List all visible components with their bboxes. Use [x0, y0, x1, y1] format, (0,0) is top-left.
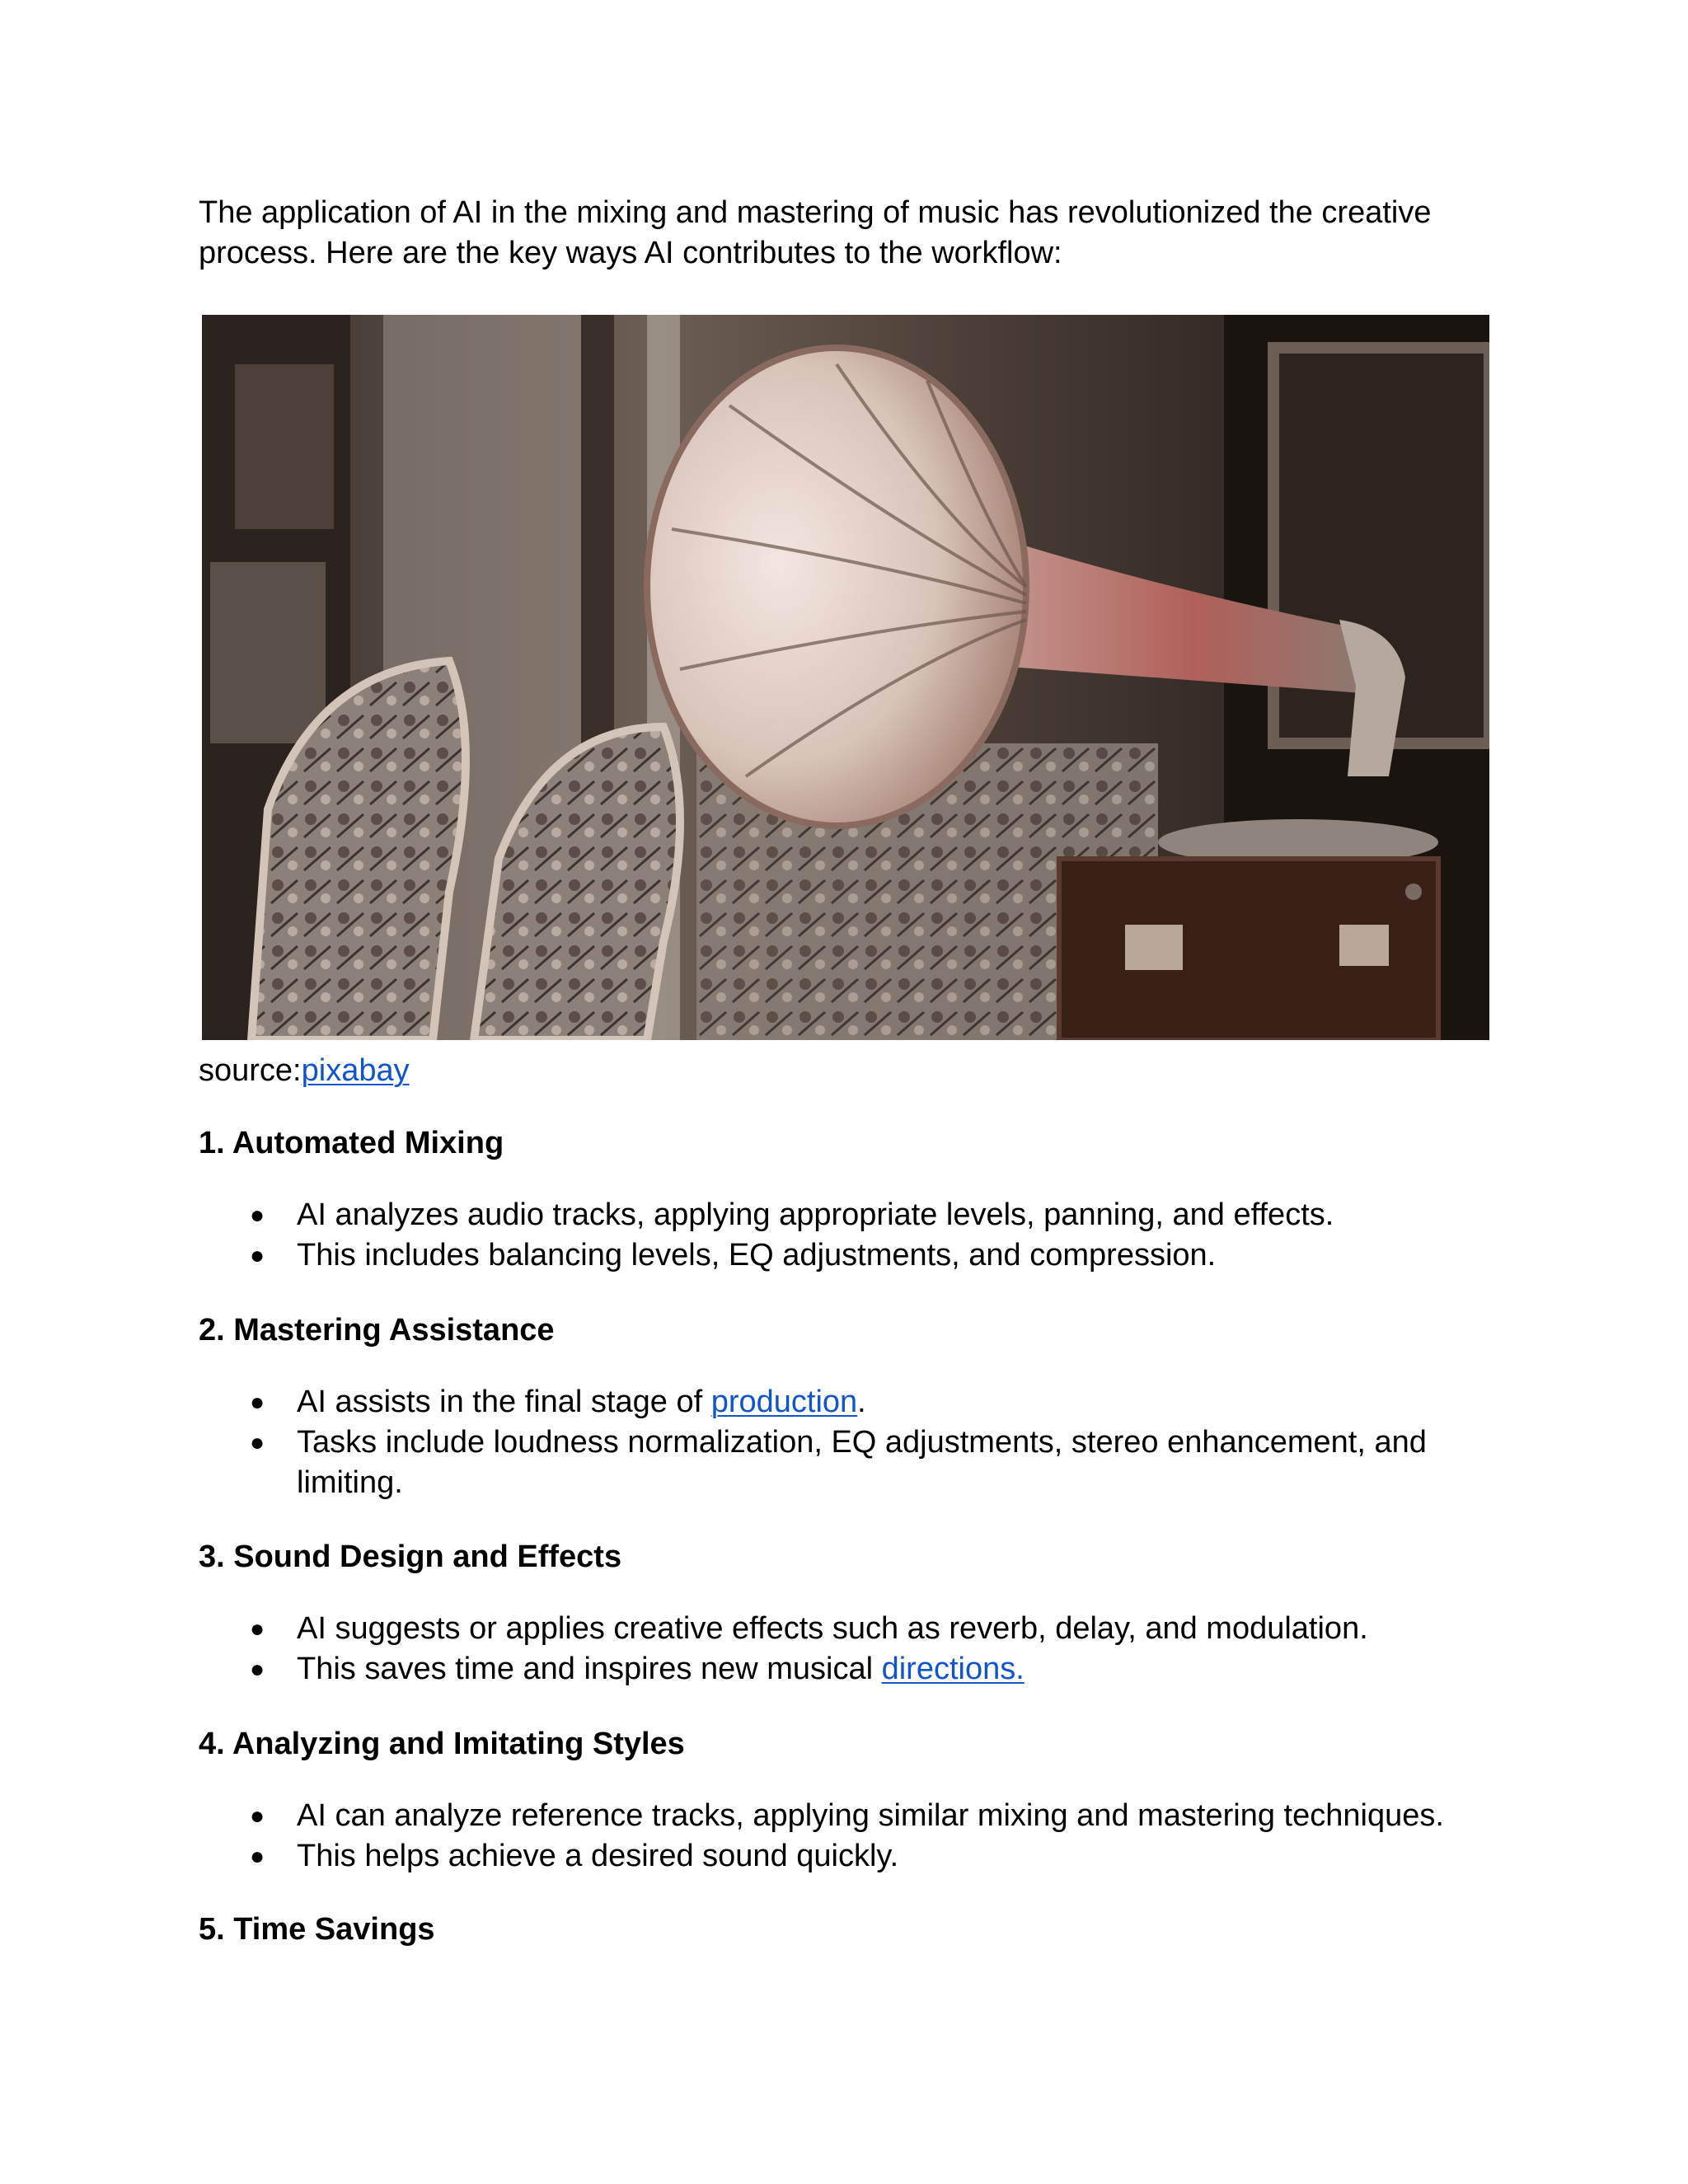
- heading-automated-mixing: 1. Automated Mixing: [199, 1126, 504, 1160]
- list-item: ● Tasks include loudness normalization, EQ adjustments, stereo enhancement, and limiting.: [199, 1422, 1501, 1503]
- directions-link[interactable]: directions.: [881, 1652, 1025, 1686]
- list-item: ● AI can analyze reference tracks, applying similar mixing and mastering techniques.: [199, 1796, 1501, 1836]
- bullet-icon: ●: [250, 1843, 265, 1870]
- bullet-icon: ●: [250, 1242, 265, 1269]
- list-item: ● AI assists in the final stage of production.: [199, 1382, 1501, 1422]
- production-link[interactable]: production: [710, 1385, 858, 1419]
- list-item: ● This includes balancing levels, EQ adjustments, and compression.: [199, 1235, 1501, 1276]
- heading-mastering-assistance: 2. Mastering Assistance: [199, 1313, 555, 1347]
- bullet-icon: ●: [250, 1656, 265, 1683]
- list-item: ● AI analyzes audio tracks, applying appropriate levels, panning, and effects.: [199, 1195, 1501, 1235]
- list-item: ● AI suggests or applies creative effects such as reverb, delay, and modulation.: [199, 1609, 1501, 1649]
- bullet-icon: ●: [250, 1389, 265, 1416]
- image-caption: [199, 1051, 410, 1090]
- caption-prefix: source:: [199, 1053, 302, 1088]
- intro-paragraph: The application of AI in the mixing and mastering of music has revolutionized the creative process. Here are the key ways AI contributes to the workflow:: [199, 195, 1432, 270]
- pixabay-link[interactable]: pixabay: [301, 1053, 410, 1088]
- heading-analyzing-styles: 4. Analyzing and Imitating Styles: [199, 1727, 685, 1761]
- list-item: ● This saves time and inspires new musical directions.: [199, 1649, 1501, 1690]
- list-mastering-assistance: [199, 1382, 1501, 1503]
- gramophone-photo: [202, 315, 1489, 1040]
- bullet-icon: ●: [250, 1202, 265, 1229]
- list-analyzing-styles: [199, 1796, 1501, 1877]
- list-sound-design: [199, 1609, 1501, 1690]
- bullet-icon: ●: [250, 1615, 265, 1643]
- list-item: ● This helps achieve a desired sound quickly.: [199, 1836, 1501, 1877]
- bullet-icon: ●: [250, 1802, 265, 1830]
- bullet-icon: ●: [250, 1429, 265, 1456]
- heading-sound-design: 3. Sound Design and Effects: [199, 1540, 622, 1574]
- heading-time-savings: 5. Time Savings: [199, 1912, 435, 1947]
- list-automated-mixing: [199, 1195, 1501, 1276]
